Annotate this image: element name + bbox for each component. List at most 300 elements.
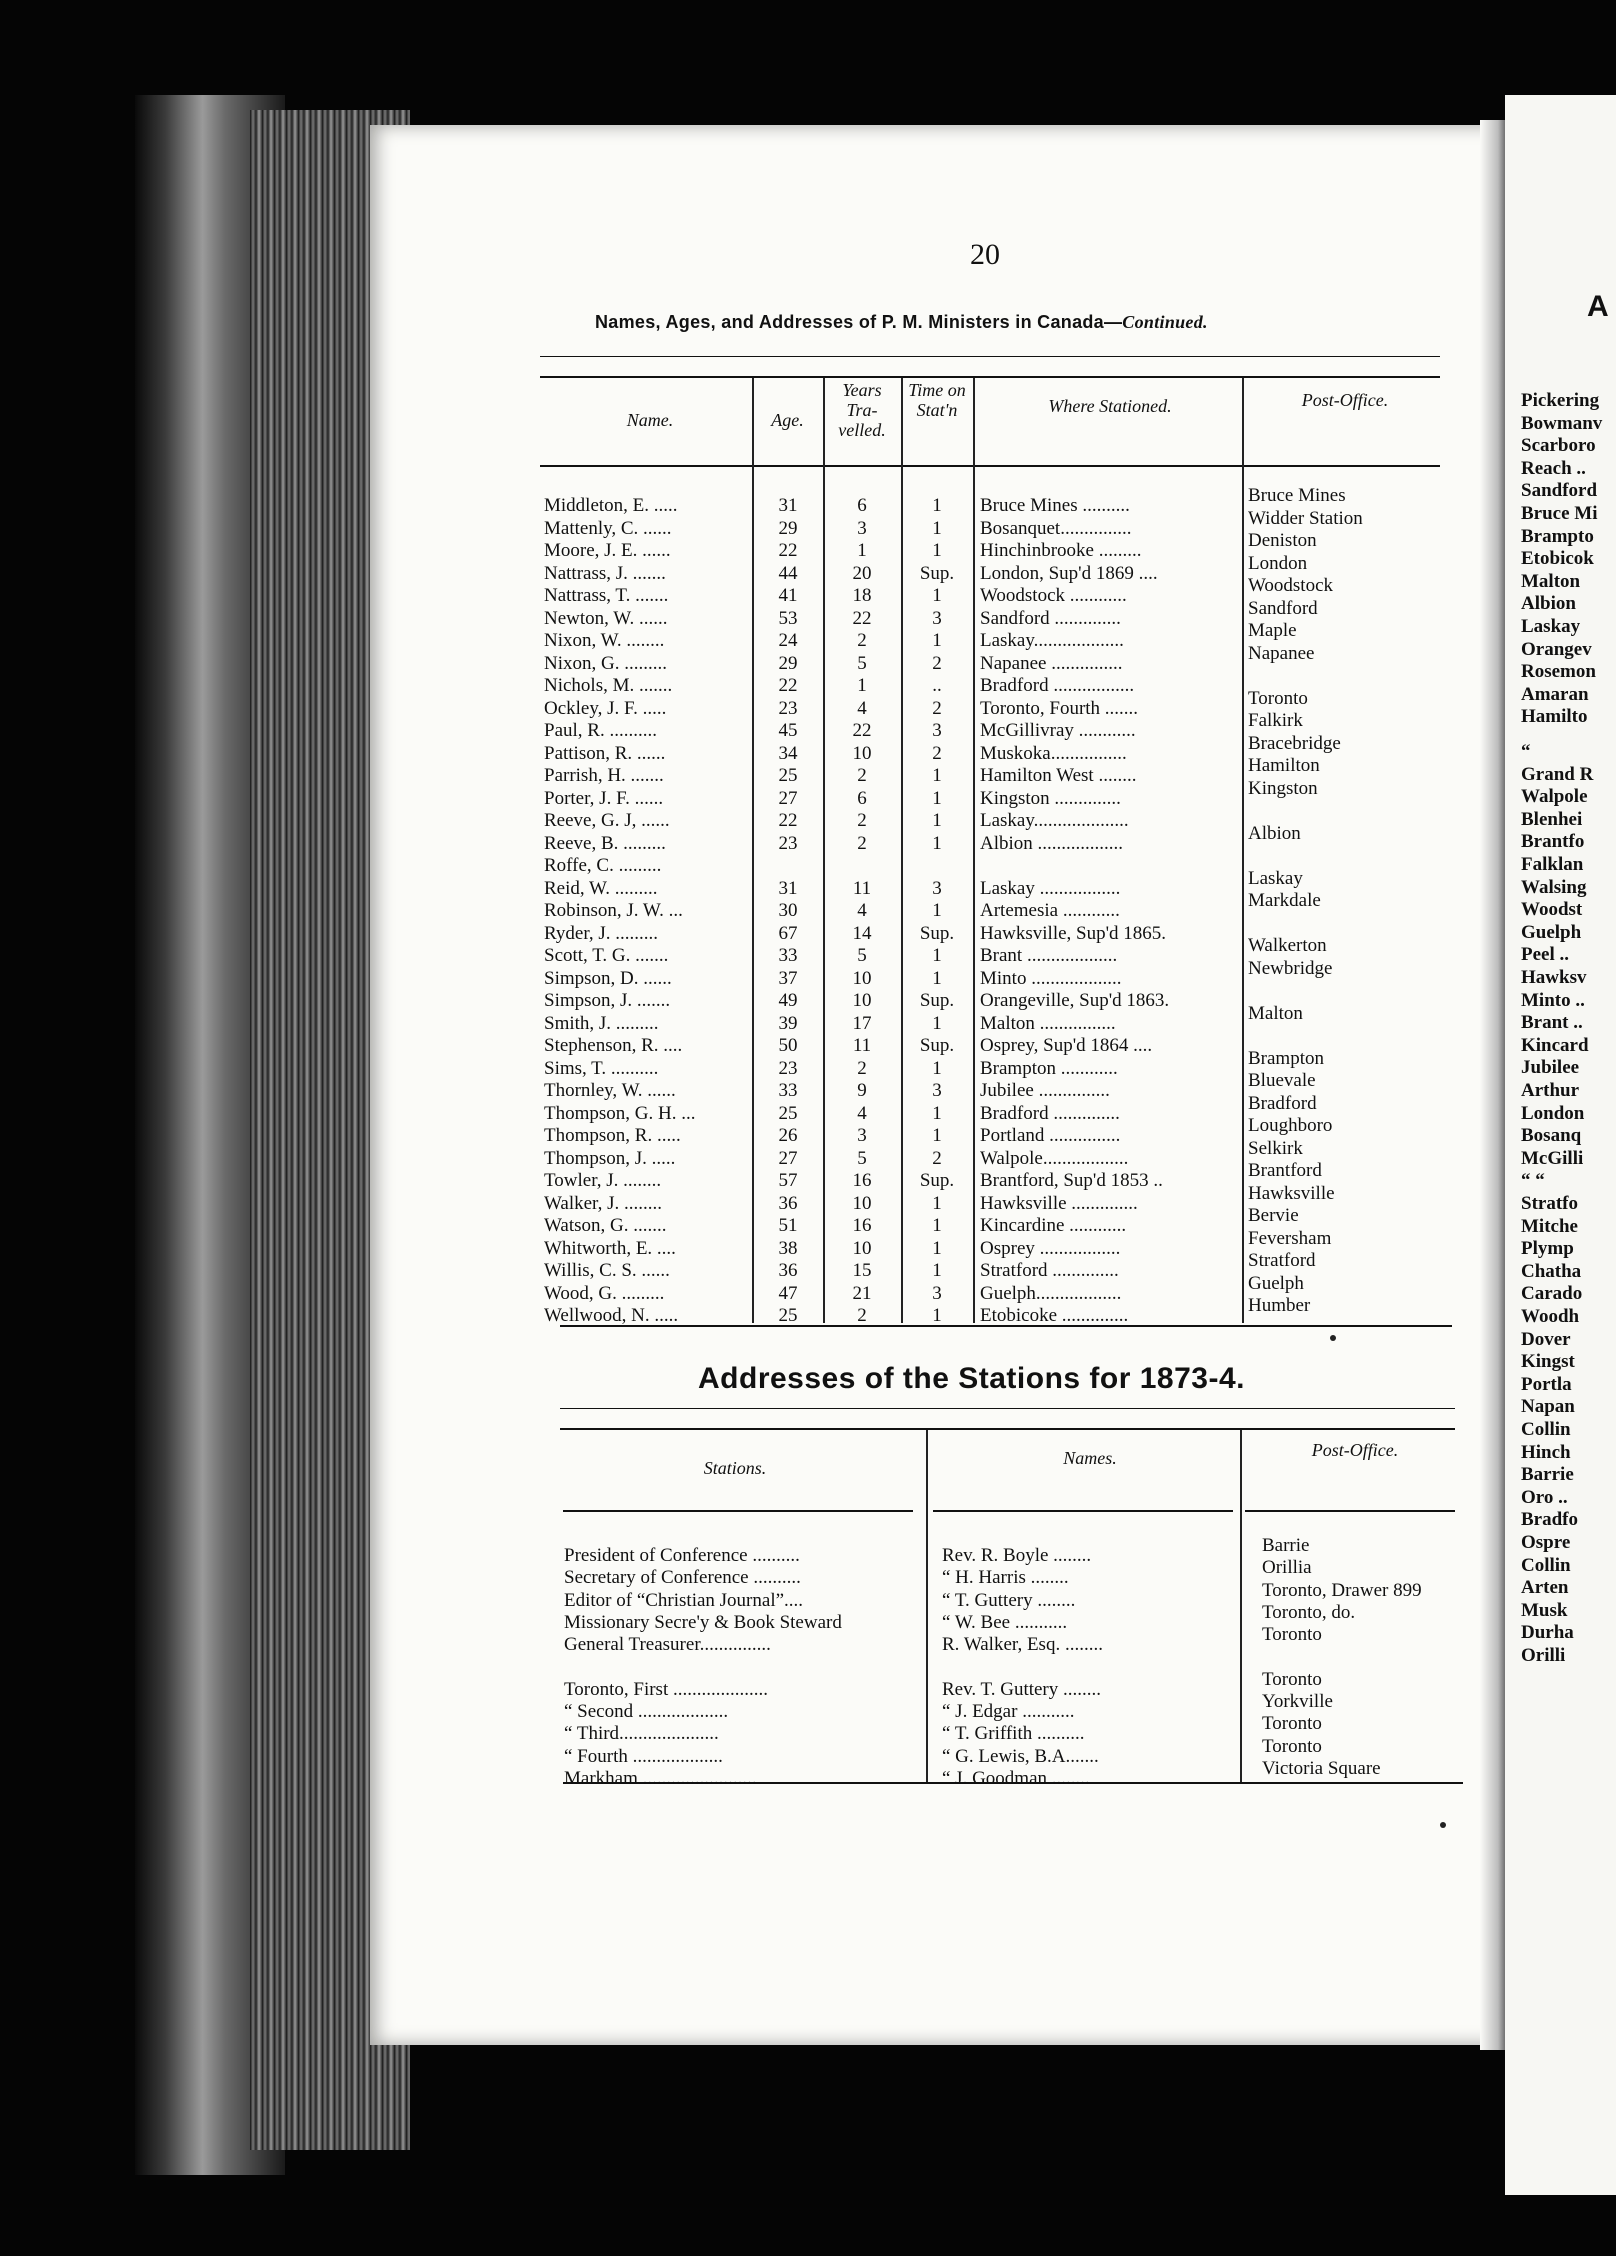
ministers-cell-time: 1 <box>932 1057 942 1079</box>
ministers-cell-station: Brampton ............ <box>980 1057 1118 1079</box>
ministers-cell-age: 33 <box>778 945 798 966</box>
ministers-cell-name: Wood, G. ......... <box>544 1282 665 1304</box>
ministers-cell-name: Thompson, J. ..... <box>544 1147 676 1169</box>
ministers-cell-age: 26 <box>778 1125 798 1146</box>
ministers-cell-age: 30 <box>778 900 798 921</box>
ministers-cell-years: 21 <box>852 1282 872 1304</box>
stations-header-rule <box>560 1428 1455 1430</box>
ministers-cell-post: Brampton <box>1248 1047 1324 1069</box>
ministers-cell-time: Sup. <box>919 990 955 1011</box>
facing-page-line: Bosanq <box>1521 1125 1582 1147</box>
ministers-cell-name: Ockley, J. F. ..... <box>544 697 667 719</box>
ministers-cell-name: Pattison, R. ...... <box>544 742 666 764</box>
ministers-cell-time: 1 <box>932 765 942 786</box>
ministers-cell-time: 1 <box>932 1012 942 1034</box>
ministers-cell-name: Newton, W. ...... <box>544 607 668 629</box>
ministers-cell-name: Nattrass, J. ....... <box>544 562 666 584</box>
facing-page-line: Etobicok <box>1521 548 1594 570</box>
stations-cell-station: Markham ........................ <box>564 1768 757 1789</box>
stations-cell-name: “ G. Lewis, B.A....... <box>942 1745 1099 1767</box>
ministers-cell-post: Bruce Mines <box>1248 485 1346 506</box>
ministers-cell-name: Thompson, R. ..... <box>544 1125 681 1146</box>
stations-cell-post: Toronto <box>1262 1668 1322 1690</box>
ministers-cell-time: 1 <box>932 1192 942 1214</box>
facing-page-line: Durha <box>1521 1622 1574 1644</box>
ministers-cell-station: Brantford, Sup'd 1853 .. <box>980 1170 1163 1191</box>
facing-page-line: Barrie <box>1521 1464 1574 1486</box>
ministers-cell-station: Woodstock ............ <box>980 585 1127 606</box>
ministers-cell-post: Bervie <box>1248 1205 1299 1226</box>
ministers-cell-years: 5 <box>857 652 867 674</box>
ministers-cell-years: 10 <box>852 990 872 1011</box>
facing-page-line: Albion <box>1521 593 1576 615</box>
col-divider <box>752 378 754 1323</box>
ministers-cell-name: Willis, C. S. ...... <box>544 1260 670 1281</box>
ministers-cell-years: 10 <box>852 967 872 989</box>
stations-cell-post: Toronto <box>1262 1624 1322 1646</box>
ministers-cell-age: 22 <box>778 810 798 831</box>
facing-page-line: Walpole <box>1521 786 1588 808</box>
ministers-cell-time: 2 <box>932 652 942 674</box>
ministers-cell-age: 36 <box>778 1192 798 1214</box>
running-title-continued: Continued. <box>1122 312 1208 332</box>
ministers-cell-years: 5 <box>857 945 867 966</box>
ministers-cell-station: Laskay.................... <box>980 810 1129 831</box>
stations-section-title: Addresses of the Stations for 1873-4. <box>698 1362 1245 1395</box>
ministers-cell-station: Laskay................... <box>980 630 1124 651</box>
facing-page-line: Sandford <box>1521 480 1598 502</box>
stations-cell-name: R. Walker, Esq. ........ <box>942 1634 1103 1656</box>
ministers-cell-time: 1 <box>932 900 942 921</box>
ministers-cell-years: 2 <box>857 810 867 831</box>
ministers-cell-name: Walker, J. ........ <box>544 1192 663 1214</box>
ministers-cell-station: Minto ................... <box>980 967 1122 989</box>
ministers-cell-post: Hamilton <box>1248 755 1320 776</box>
ministers-cell-age: 27 <box>778 787 798 809</box>
ministers-cell-name: Mattenly, C. ...... <box>544 517 672 539</box>
stations-cell-station: Missionary Secre'y & Book Steward <box>564 1611 842 1633</box>
stations-cell-post: Yorkville <box>1262 1691 1333 1713</box>
ministers-cell-post: Selkirk <box>1248 1137 1303 1159</box>
table-top-rule <box>540 356 1440 357</box>
ministers-cell-station: Etobicoke .............. <box>980 1305 1129 1326</box>
facing-page-line: Collin <box>1521 1554 1571 1576</box>
ministers-cell-years: 2 <box>857 832 867 854</box>
table-header-rule <box>540 376 1440 378</box>
ministers-cell-years: 16 <box>852 1215 872 1236</box>
header-years-travelled: Years Tra- velled. <box>838 380 886 440</box>
stations-cell-name: Rev. R. Boyle ........ <box>942 1545 1092 1566</box>
ministers-cell-time: 1 <box>932 832 942 854</box>
stations-cell-name: “ J. Edgar ........... <box>942 1701 1075 1723</box>
ministers-cell-name: Simpson, D. ...... <box>544 967 672 989</box>
col-divider <box>926 1430 928 1782</box>
ministers-cell-station: Kingston .............. <box>980 787 1121 809</box>
ministers-cell-time: 1 <box>932 787 942 809</box>
ministers-cell-post: Laskay <box>1248 867 1303 889</box>
header-where-stationed: Where Stationed. <box>1048 396 1172 416</box>
ministers-cell-time: 1 <box>932 1237 942 1259</box>
ministers-cell-station: Hinchinbrooke ......... <box>980 540 1142 561</box>
facing-page-line: Minto .. <box>1521 989 1585 1011</box>
stations-header-bottom-rule <box>933 1510 1233 1512</box>
ministers-cell-station: Bradford ................. <box>980 675 1135 696</box>
col-divider <box>823 378 825 1323</box>
ministers-cell-years: 11 <box>852 1035 872 1056</box>
ministers-cell-station: Walpole.................. <box>980 1147 1129 1169</box>
ministers-cell-station: Artemesia ............ <box>980 900 1120 921</box>
ministers-cell-station: London, Sup'd 1869 .... <box>980 562 1158 584</box>
ministers-cell-time: 1 <box>932 1305 942 1326</box>
facing-page-line: Walsing <box>1521 876 1587 898</box>
ministers-cell-years: 3 <box>857 517 867 539</box>
facing-page-line: Amaran <box>1521 683 1589 705</box>
ministers-cell-time: .. <box>932 675 942 696</box>
ministers-cell-name: Sims, T. .......... <box>544 1057 659 1079</box>
facing-page-line: Guelph <box>1521 921 1582 943</box>
ministers-cell-name: Robinson, J. W. ... <box>544 900 683 921</box>
ministers-cell-age: 67 <box>778 922 798 944</box>
stations-cell-station: Secretary of Conference .......... <box>564 1567 801 1589</box>
page-number: 20 <box>970 238 1000 271</box>
header-post-office: Post-Office. <box>1301 390 1389 410</box>
ministers-cell-years: 10 <box>852 1237 872 1259</box>
ministers-cell-post: Walkerton <box>1248 935 1327 956</box>
ministers-cell-years: 6 <box>857 495 867 516</box>
header-stations: Stations. <box>703 1458 767 1478</box>
ministers-cell-station: Bosanquet............... <box>980 517 1132 539</box>
facing-page-line: Bruce Mi <box>1521 503 1598 524</box>
ministers-cell-time: 3 <box>932 607 942 629</box>
ministers-cell-station: Napanee ............... <box>980 652 1123 674</box>
ministers-cell-name: Porter, J. F. ...... <box>544 787 664 809</box>
ministers-cell-time: 1 <box>932 495 942 516</box>
ministers-cell-name: Nattrass, T. ....... <box>544 585 669 606</box>
ministers-cell-time: 1 <box>932 1215 942 1236</box>
ministers-cell-station: Orangeville, Sup'd 1863. <box>980 990 1170 1011</box>
stations-header-bottom-rule <box>1245 1510 1455 1512</box>
ministers-cell-years: 4 <box>857 1102 867 1124</box>
ministers-cell-time: 1 <box>932 967 942 989</box>
stations-cell-post: Orillia <box>1262 1557 1312 1579</box>
ministers-cell-time: 1 <box>932 585 942 606</box>
ministers-cell-name: Towler, J. ........ <box>544 1170 662 1191</box>
ministers-cell-age: 22 <box>778 675 798 696</box>
ministers-cell-years: 22 <box>852 720 872 741</box>
ministers-cell-age: 39 <box>778 1012 798 1034</box>
ministers-cell-name: Whitworth, E. .... <box>544 1237 676 1259</box>
running-title-main: Names, Ages, and Addresses of P. M. Ministers in Canada— <box>595 312 1123 332</box>
facing-page <box>1505 95 1616 2195</box>
facing-page-line: Orilli <box>1521 1645 1566 1666</box>
facing-page-line: Peel .. <box>1521 944 1570 966</box>
ministers-cell-years: 22 <box>852 607 872 629</box>
ministers-cell-years: 16 <box>852 1170 872 1191</box>
ministers-cell-station: Osprey, Sup'd 1864 .... <box>980 1035 1153 1056</box>
ministers-cell-name: Middleton, E. ..... <box>544 495 678 516</box>
ministers-cell-time: Sup. <box>919 1170 955 1191</box>
ministers-cell-age: 23 <box>778 832 798 854</box>
ministers-cell-age: 31 <box>778 495 798 516</box>
ministers-cell-post: Hawksville <box>1248 1182 1335 1204</box>
ministers-cell-age: 29 <box>778 652 798 674</box>
facing-page-line: Malton <box>1521 570 1581 592</box>
facing-page-line: Bowmanv <box>1521 412 1603 434</box>
ink-spot <box>1440 1822 1446 1828</box>
ministers-cell-post: Bracebridge <box>1248 732 1341 754</box>
facing-page-line: Jubilee <box>1521 1057 1580 1079</box>
ministers-cell-time: 1 <box>932 945 942 966</box>
facing-page-line: “ “ <box>1521 1170 1545 1192</box>
facing-page-line: Woodh <box>1521 1306 1580 1327</box>
facing-page-line: Brampto <box>1521 525 1594 547</box>
ministers-cell-name: Stephenson, R. .... <box>544 1035 683 1056</box>
header-time-on-station: Time on Stat'n <box>908 380 966 420</box>
ministers-cell-time: 1 <box>932 540 942 561</box>
ministers-cell-station: Hamilton West ........ <box>980 765 1137 786</box>
ministers-cell-age: 34 <box>778 742 798 764</box>
ministers-cell-age: 44 <box>778 562 798 584</box>
ministers-cell-time: 1 <box>932 517 942 539</box>
facing-page-line: Musk <box>1521 1599 1568 1621</box>
ministers-cell-time: 1 <box>932 810 942 831</box>
stations-cell-name: “ H. Harris ........ <box>942 1567 1069 1589</box>
facing-page-line: Bradfo <box>1521 1509 1578 1531</box>
ministers-cell-name: Simpson, J. ....... <box>544 990 671 1011</box>
ministers-cell-time: 2 <box>932 697 942 719</box>
ministers-cell-station: Kincardine ............ <box>980 1215 1127 1236</box>
ministers-cell-name: Nixon, G. ......... <box>544 652 667 674</box>
ministers-cell-post: Sandford <box>1248 597 1318 619</box>
ministers-cell-age: 25 <box>778 1102 798 1124</box>
facing-page-line: Kingst <box>1521 1351 1575 1373</box>
stations-cell-name: “ T. Griffith .......... <box>942 1723 1085 1745</box>
ministers-cell-station: Hawksville .............. <box>980 1192 1138 1214</box>
ministers-cell-station: Jubilee ............... <box>980 1080 1110 1101</box>
ministers-cell-post: Brantford <box>1248 1160 1322 1181</box>
ministers-cell-years: 10 <box>852 742 872 764</box>
stations-cell-post: Barrie <box>1262 1535 1310 1556</box>
facing-page-line: Kincard <box>1521 1034 1589 1056</box>
facing-page-line: Hawksv <box>1521 967 1587 988</box>
ministers-cell-station: Osprey ................. <box>980 1237 1121 1259</box>
ministers-cell-name: Paul, R. .......... <box>544 720 657 741</box>
ministers-cell-years: 11 <box>852 877 872 899</box>
facing-page-line: Oro .. <box>1521 1486 1568 1508</box>
facing-page-line: Brantfo <box>1521 831 1585 853</box>
ministers-cell-name: Roffe, C. ......... <box>544 855 662 876</box>
ministers-cell-post: Falkirk <box>1248 710 1303 731</box>
facing-page-line: Portla <box>1521 1373 1572 1395</box>
ministers-cell-name: Nixon, W. ........ <box>544 630 665 651</box>
ministers-cell-years: 3 <box>857 1125 867 1146</box>
ministers-cell-time: 2 <box>932 1147 942 1169</box>
ministers-cell-age: 24 <box>778 630 798 651</box>
ministers-cell-station: Bradford .............. <box>980 1102 1120 1124</box>
ministers-cell-time: 2 <box>932 742 942 764</box>
ministers-cell-age: 47 <box>778 1282 798 1304</box>
facing-page-line: Woodst <box>1521 899 1583 921</box>
facing-page-line: Ospre <box>1521 1532 1571 1553</box>
ministers-cell-years: 6 <box>857 787 867 809</box>
ministers-cell-years: 17 <box>852 1012 872 1034</box>
stations-cell-station: Editor of “Christian Journal”.... <box>564 1589 804 1611</box>
ministers-cell-years: 10 <box>852 1192 872 1214</box>
stations-cell-post: Toronto, do. <box>1262 1601 1356 1623</box>
ministers-cell-age: 25 <box>778 765 798 786</box>
ministers-cell-station: Laskay ................. <box>980 877 1121 899</box>
facing-page-line: Napan <box>1521 1396 1575 1418</box>
ministers-cell-name: Watson, G. ....... <box>544 1215 667 1236</box>
header-stations-post-office: Post-Office. <box>1311 1440 1399 1460</box>
facing-page-line: “ <box>1521 741 1531 762</box>
ministers-cell-time: 3 <box>932 877 942 899</box>
facing-page-line: Reach .. <box>1521 457 1586 479</box>
ministers-cell-name: Thornley, W. ...... <box>544 1080 676 1101</box>
ministers-cell-post: Albion <box>1248 822 1301 844</box>
stations-cell-station: President of Conference .......... <box>564 1545 800 1566</box>
ministers-cell-post: Loughboro <box>1248 1115 1333 1136</box>
ink-spot <box>1330 1335 1336 1341</box>
ministers-cell-name: Thompson, G. H. ... <box>544 1102 696 1124</box>
ministers-cell-age: 23 <box>778 1057 798 1079</box>
ministers-cell-time: 1 <box>932 1102 942 1124</box>
table-header-bottom-rule <box>540 465 1440 467</box>
facing-page-line: Carado <box>1521 1283 1583 1305</box>
stations-cell-station: General Treasurer............... <box>564 1634 771 1656</box>
ministers-cell-age: 57 <box>778 1170 798 1191</box>
ministers-cell-name: Moore, J. E. ...... <box>544 540 671 561</box>
ministers-cell-age: 25 <box>778 1305 798 1326</box>
ministers-cell-age: 51 <box>778 1215 798 1236</box>
ministers-cell-post: Napanee <box>1248 642 1315 664</box>
ministers-cell-station: Albion .................. <box>980 832 1124 854</box>
stations-cell-station: “ Second ................... <box>564 1701 729 1723</box>
stations-cell-name: “ W. Bee ........... <box>942 1611 1068 1633</box>
facing-page-line: Rosemon <box>1521 661 1596 683</box>
facing-page-line: Chatha <box>1521 1260 1582 1282</box>
stations-cell-post: Victoria Square <box>1262 1758 1381 1779</box>
ministers-cell-station: Hawksville, Sup'd 1865. <box>980 922 1167 944</box>
ministers-cell-years: 2 <box>857 1057 867 1079</box>
ministers-cell-time: Sup. <box>919 562 955 584</box>
col-divider <box>973 378 975 1323</box>
col-divider <box>901 378 903 1323</box>
facing-page-line: Arthur <box>1521 1080 1580 1101</box>
ministers-cell-name: Wellwood, N. ..... <box>544 1305 679 1326</box>
ministers-cell-name: Ryder, J. ......... <box>544 922 659 944</box>
ministers-cell-age: 33 <box>778 1080 798 1101</box>
ministers-cell-post: Widder Station <box>1248 507 1363 529</box>
ministers-cell-age: 29 <box>778 517 798 539</box>
facing-page-title: A <box>1587 290 1609 323</box>
stations-cell-station: Toronto, First .................... <box>564 1678 768 1700</box>
facing-page-line: Plymp <box>1521 1238 1574 1260</box>
ministers-cell-station: Muskoka................ <box>980 742 1127 764</box>
facing-page-line: London <box>1521 1102 1585 1124</box>
ministers-cell-station: Stratford .............. <box>980 1260 1119 1281</box>
facing-page-line: Hamilto <box>1521 706 1588 728</box>
ministers-cell-years: 2 <box>857 765 867 786</box>
ministers-cell-post: Woodstock <box>1248 575 1334 596</box>
ministers-cell-station: Toronto, Fourth ....... <box>980 697 1139 719</box>
ministers-cell-years: 2 <box>857 1305 867 1326</box>
stations-cell-station: “ Fourth ................... <box>564 1745 723 1767</box>
ministers-cell-time: 3 <box>932 1080 942 1101</box>
ministers-cell-name: Scott, T. G. ....... <box>544 945 669 966</box>
ministers-cell-age: 45 <box>778 720 798 741</box>
ministers-cell-age: 36 <box>778 1260 798 1281</box>
ministers-cell-post: Guelph <box>1248 1272 1304 1294</box>
facing-page-line: Collin <box>1521 1419 1571 1440</box>
ministers-cell-name: Reeve, B. ......... <box>544 832 666 854</box>
running-title <box>595 312 1208 333</box>
facing-page-line: Laskay <box>1521 616 1581 637</box>
ministers-cell-years: 1 <box>857 540 867 561</box>
ministers-cell-years: 20 <box>852 562 872 584</box>
ministers-cell-name: Reid, W. ......... <box>544 877 658 899</box>
facing-page-line: Mitche <box>1521 1215 1578 1237</box>
ministers-cell-years: 4 <box>857 697 867 719</box>
ministers-cell-post: Newbridge <box>1248 957 1333 979</box>
facing-page-line: Hinch <box>1521 1441 1571 1463</box>
ministers-cell-age: 27 <box>778 1147 798 1169</box>
ministers-cell-age: 49 <box>778 990 798 1011</box>
facing-page-line: Arten <box>1521 1577 1569 1599</box>
facing-page-line: McGilli <box>1521 1147 1584 1169</box>
header-age: Age. <box>771 410 804 430</box>
ministers-cell-post: Malton <box>1248 1002 1303 1024</box>
ministers-cell-post: Maple <box>1248 620 1297 641</box>
facing-page-line: Stratfo <box>1521 1193 1578 1214</box>
facing-page-line: Orangev <box>1521 638 1592 660</box>
ministers-cell-station: Brant ................... <box>980 945 1118 966</box>
ministers-cell-post: Toronto <box>1248 687 1308 709</box>
ministers-cell-post: London <box>1248 552 1308 574</box>
col-divider <box>1242 378 1244 1323</box>
ministers-cell-name: Smith, J. ......... <box>544 1012 659 1034</box>
ministers-cell-time: 1 <box>932 1260 942 1281</box>
stations-cell-name: “ T. Guttery ........ <box>942 1589 1076 1611</box>
ministers-cell-age: 53 <box>778 607 798 629</box>
ministers-cell-station: McGillivray ............ <box>980 720 1136 741</box>
stations-header-bottom-rule <box>563 1510 913 1512</box>
ministers-cell-post: Bradford <box>1248 1092 1317 1114</box>
ministers-cell-years: 14 <box>852 922 872 944</box>
ministers-cell-station: Portland ............... <box>980 1125 1121 1146</box>
ministers-cell-years: 5 <box>857 1147 867 1169</box>
ministers-cell-post: Humber <box>1248 1295 1311 1316</box>
ministers-cell-name: Nichols, M. ....... <box>544 675 673 696</box>
ministers-cell-years: 1 <box>857 675 867 696</box>
ministers-cell-time: 3 <box>932 720 942 741</box>
stations-cell-post: Toronto, Drawer 899 <box>1262 1579 1422 1601</box>
facing-page-line: Brant .. <box>1521 1012 1583 1034</box>
ministers-cell-name: Reeve, G. J, ...... <box>544 810 670 831</box>
ministers-cell-age: 41 <box>778 585 798 606</box>
ministers-cell-age: 31 <box>778 877 798 899</box>
ministers-cell-station: Guelph.................. <box>980 1282 1122 1304</box>
ministers-cell-years: 15 <box>852 1260 872 1281</box>
ministers-cell-time: Sup. <box>919 1035 955 1056</box>
facing-page-line: Blenhei <box>1521 808 1583 830</box>
ministers-cell-post: Feversham <box>1248 1227 1332 1249</box>
facing-page-line: Falklan <box>1521 854 1584 875</box>
ministers-cell-time: 3 <box>932 1282 942 1304</box>
ministers-cell-age: 38 <box>778 1237 798 1259</box>
ministers-cell-age: 37 <box>778 967 798 989</box>
ministers-cell-post: Deniston <box>1248 530 1317 551</box>
